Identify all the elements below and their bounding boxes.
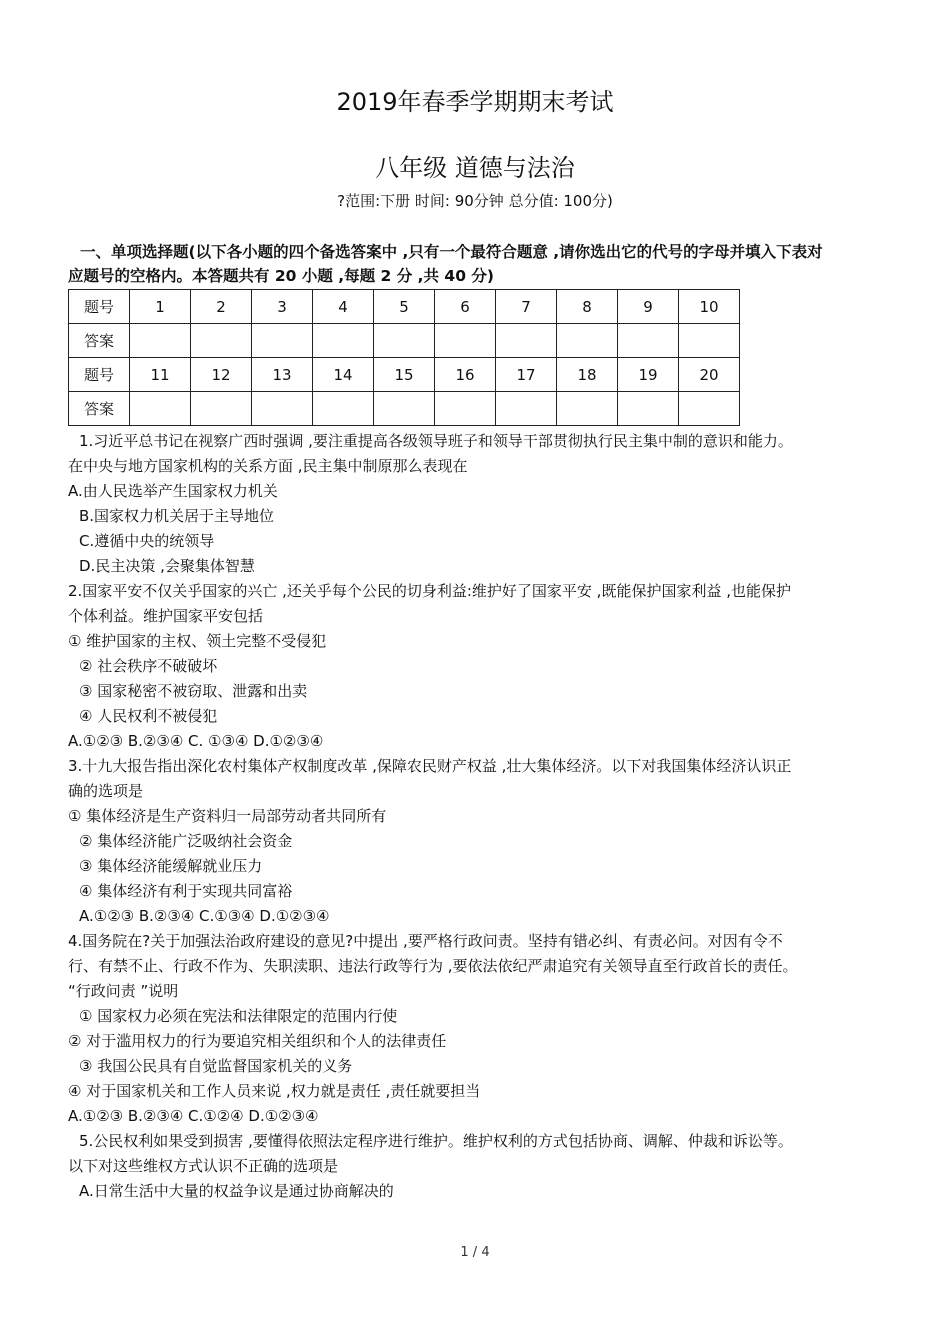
- answer-cell[interactable]: [496, 392, 557, 426]
- q2-options: A.①②③ B.②③④ C. ①③④ D.①②③④: [68, 732, 324, 750]
- answer-cell[interactable]: [191, 392, 252, 426]
- answer-cell[interactable]: [557, 324, 618, 358]
- q5-option-a: A.日常生活中大量的权益争议是通过协商解决的: [79, 1182, 394, 1200]
- cell-number: 15: [374, 358, 435, 392]
- cell-number: 19: [618, 358, 679, 392]
- q2-statement-4: ④ 人民权利不被侵犯: [79, 707, 218, 725]
- cell-number: 13: [252, 358, 313, 392]
- answer-cell[interactable]: [618, 324, 679, 358]
- q2-statement-3: ③ 国家秘密不被窃取、泄露和出卖: [79, 682, 308, 700]
- q2-statement-2: ② 社会秩序不破破坏: [79, 657, 218, 675]
- q2-statement-1: ① 维护国家的主权、领土完整不受侵犯: [68, 632, 327, 650]
- exam-title: 2019年春季学期期末考试: [336, 88, 614, 116]
- cell-number: 8: [557, 290, 618, 324]
- cell-number: 11: [130, 358, 191, 392]
- q1-stem-line-2: 在中央与地方国家机构的关系方面 ,民主集中制原那么表现在: [68, 457, 468, 475]
- q2-stem-line-2: 个体利益。维护国家平安包括: [68, 607, 264, 625]
- answer-table: [68, 289, 740, 426]
- q4-statement-4: ④ 对于国家机关和工作人员来说 ,权力就是责任 ,责任就要担当: [68, 1082, 481, 1100]
- q1-stem-line-1: 1.习近平总书记在视察广西时强调 ,要注重提高各级领导班子和领导干部贯彻执行民主集中制的意识和能力。: [79, 432, 793, 450]
- answer-cell[interactable]: [435, 392, 496, 426]
- q1-option-c: C.遵循中央的统领导: [79, 532, 215, 550]
- q4-options: A.①②③ B.②③④ C.①②④ D.①②③④: [68, 1107, 319, 1125]
- instruction-line-2: 应题号的空格内。本答题共有 20 小题 ,每题 2 分 ,共 40 分): [68, 267, 494, 285]
- q3-statement-4: ④ 集体经济有利于实现共同富裕: [79, 882, 293, 900]
- cell-number: 5: [374, 290, 435, 324]
- q5-stem-line-1: 5.公民权利如果受到损害 ,要懂得依照法定程序进行维护。维护权利的方式包括协商、调解、仲裁和诉讼等。: [79, 1132, 793, 1150]
- answer-table-row-answers-2: [69, 392, 740, 426]
- answer-cell[interactable]: [679, 392, 740, 426]
- cell-number: 7: [496, 290, 557, 324]
- q3-statement-1: ① 集体经济是生产资料归一局部劳动者共同所有: [68, 807, 387, 825]
- q1-option-d: D.民主决策 ,会聚集体智慧: [79, 557, 255, 575]
- answer-cell[interactable]: [130, 392, 191, 426]
- answer-cell[interactable]: [313, 392, 374, 426]
- answer-cell[interactable]: [130, 324, 191, 358]
- cell-number: 6: [435, 290, 496, 324]
- q3-stem-line-1: 3.十九大报告指出深化农村集体产权制度改革 ,保障农民财产权益 ,壮大集体经济。以下对我国集体经济认识正: [68, 757, 792, 775]
- q3-statement-2: ② 集体经济能广泛吸纳社会资金: [79, 832, 293, 850]
- answer-cell[interactable]: [679, 324, 740, 358]
- cell-number: 9: [618, 290, 679, 324]
- cell-number: 12: [191, 358, 252, 392]
- answer-table-row-numbers-2: [69, 358, 740, 392]
- cell-number: 1: [130, 290, 191, 324]
- q4-statement-2: ② 对于滥用权力的行为要追究相关组织和个人的法律责任: [68, 1032, 447, 1050]
- page-number: 1 / 4: [460, 1245, 490, 1260]
- q4-statement-3: ③ 我国公民具有自觉监督国家机关的义务: [79, 1057, 353, 1075]
- answer-cell[interactable]: [252, 392, 313, 426]
- answer-cell[interactable]: [313, 324, 374, 358]
- answer-cell[interactable]: [191, 324, 252, 358]
- cell-number: 2: [191, 290, 252, 324]
- section-instruction: [68, 240, 888, 288]
- answer-table-row-answers-1: [69, 324, 740, 358]
- q4-stem-line-1: 4.国务院在?关于加强法治政府建设的意见?中提出 ,要严格行政问责。坚持有错必纠、有责必问。对因有令不: [68, 932, 783, 950]
- answer-cell[interactable]: [374, 392, 435, 426]
- answer-cell[interactable]: [618, 392, 679, 426]
- q1-option-b: B.国家权力机关居于主导地位: [79, 507, 275, 525]
- answer-cell[interactable]: [557, 392, 618, 426]
- q4-stem-line-2: 行、有禁不止、行政不作为、失职渎职、违法行政等行为 ,要依法依纪严肃追究有关领导直至行政首长的责任。: [68, 957, 798, 975]
- label-number: 题号: [69, 358, 130, 392]
- cell-number: 16: [435, 358, 496, 392]
- q3-options: A.①②③ B.②③④ C.①③④ D.①②③④: [79, 907, 330, 925]
- q2-stem-line-1: 2.国家平安不仅关乎国家的兴亡 ,还关乎每个公民的切身利益:维护好了国家平安 ,既能保护国家利益 ,也能保护: [68, 582, 791, 600]
- answer-table-row-numbers-1: [69, 290, 740, 324]
- cell-number: 3: [252, 290, 313, 324]
- q3-statement-3: ③ 集体经济能缓解就业压力: [79, 857, 263, 875]
- label-number: 题号: [69, 290, 130, 324]
- q1-option-a: A.由人民选举产生国家权力机关: [68, 482, 278, 500]
- cell-number: 17: [496, 358, 557, 392]
- answer-cell[interactable]: [435, 324, 496, 358]
- instruction-line-1: 一、单项选择题(以下各小题的四个备选答案中 ,只有一个最符合题意 ,请你选出它的代号的字母并填入下表对: [80, 243, 823, 261]
- cell-number: 4: [313, 290, 374, 324]
- cell-number: 14: [313, 358, 374, 392]
- answer-cell[interactable]: [374, 324, 435, 358]
- q5-stem-line-2: 以下对这些维权方式认识不正确的选项是: [68, 1157, 339, 1175]
- exam-meta: ?范围:下册 时间: 90分钟 总分值: 100分): [337, 192, 613, 210]
- label-answer: 答案: [69, 324, 130, 358]
- q4-statement-1: ① 国家权力必须在宪法和法律限定的范围内行使: [79, 1007, 398, 1025]
- cell-number: 20: [679, 358, 740, 392]
- label-answer: 答案: [69, 392, 130, 426]
- exam-subject: 八年级 道德与法治: [375, 154, 575, 182]
- cell-number: 18: [557, 358, 618, 392]
- answer-cell[interactable]: [496, 324, 557, 358]
- q3-stem-line-2: 确的选项是: [68, 782, 144, 800]
- cell-number: 10: [679, 290, 740, 324]
- answer-cell[interactable]: [252, 324, 313, 358]
- question-list: [68, 429, 888, 1204]
- q4-stem-line-3: “行政问责 ”说明: [68, 982, 179, 1000]
